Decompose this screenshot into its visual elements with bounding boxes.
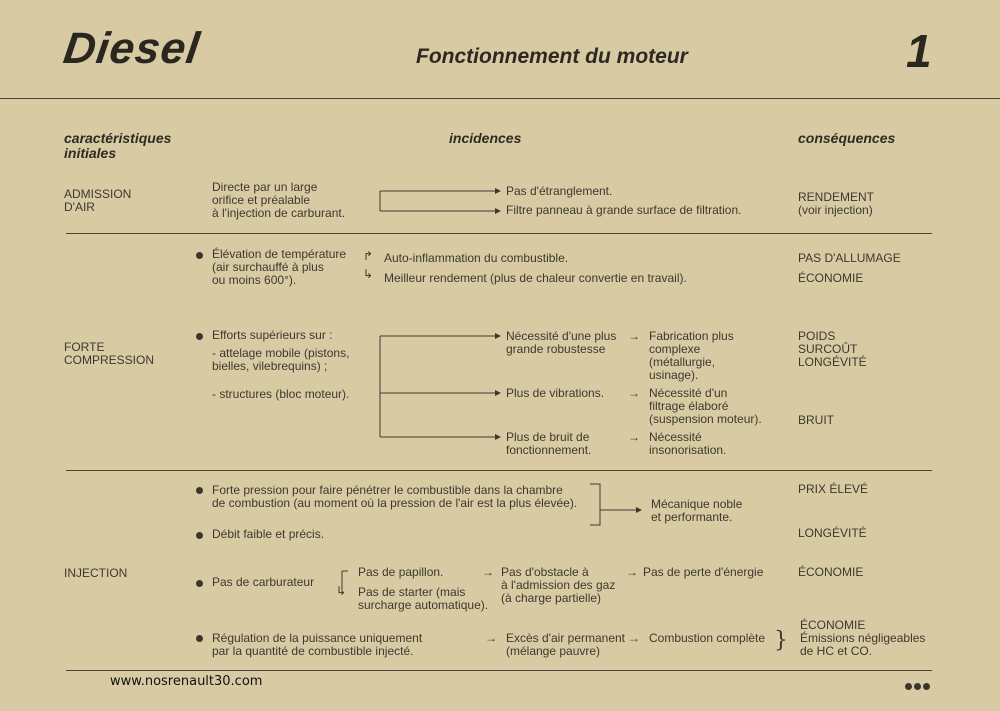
incidence-bruit: Plus de bruit de fonctionnement. [506, 430, 592, 457]
arrow-icon: → [626, 565, 638, 579]
injection-obstacle: Pas d'obstacle à à l'admission des gaz (à charge partielle) [501, 565, 616, 605]
consequence-final: ÉCONOMIE Émissions négligeables de HC et CO. [800, 618, 926, 658]
injection-carburateur: Pas de carburateur [212, 575, 315, 589]
injection-papillon: Pas de papillon. [358, 565, 444, 579]
arrow-icon: → [628, 631, 640, 645]
column-header-incidences: incidences [449, 130, 522, 146]
footer-rule [66, 670, 932, 671]
compression-consequence-2: ÉCONOMIE [798, 271, 864, 285]
arrow-icon: → [628, 386, 640, 400]
injection-starter: Pas de starter (mais surcharge automatique). [358, 585, 489, 612]
injection-combustion: Combustion complète [649, 631, 766, 645]
injection-pression: Forte pression pour faire pénétrer le combustible dans la chambre de combustion (au moment où la pression de l'air est la plus élevée). [212, 483, 578, 510]
bullet [196, 580, 203, 587]
injection-debit: Débit faible et précis. [212, 527, 325, 541]
injection-regulation: Régulation de la puissance uniquement par la quantité de combustible injecté. [212, 631, 423, 658]
row-label-admission: ADMISSION D'AIR [64, 187, 132, 214]
page-number: 1 [906, 25, 932, 77]
compression-structures: - structures (bloc moteur). [212, 387, 350, 401]
bullet [196, 635, 203, 642]
arrow-icon: → [628, 329, 640, 343]
consequence-bruit: BRUIT [798, 413, 834, 427]
consequence-economie: ÉCONOMIE [798, 565, 864, 579]
injection-mecanique: Mécanique noble et performante. [651, 497, 743, 524]
bullet [196, 487, 203, 494]
row-label-compression: FORTE COMPRESSION [64, 340, 155, 367]
arrow-icon: ↱ [363, 249, 374, 263]
page-title: Fonctionnement du moteur [416, 45, 688, 68]
footer-url: www.nosrenault30.com [110, 674, 263, 689]
compression-attelage: - attelage mobile (pistons, bielles, vilebrequins) ; [212, 346, 350, 373]
section-rule-1 [66, 233, 932, 234]
incidence-vibrations: Plus de vibrations. [506, 386, 605, 400]
consequence-prix: PRIX ÉLEVÉ [798, 482, 869, 496]
incidence-robustesse: Nécessité d'une plus grande robustesse [506, 329, 617, 356]
brace-icon: } [774, 628, 788, 653]
continuation-dots-icon [905, 677, 932, 695]
brand-title: Diesel [60, 24, 204, 73]
consequence-poids: POIDS SURCOÛT LONGÉVITÉ [798, 329, 867, 369]
arrow-icon: → [485, 631, 497, 645]
injection-exces: Excès d'air permanent (mélange pauvre) [506, 631, 626, 658]
compression-efforts: Efforts supérieurs sur : [212, 328, 333, 342]
incidence-insonorisation: Nécessité insonorisation. [649, 430, 727, 457]
arrow-icon: ↳ [363, 267, 374, 281]
incidence-filtrage: Nécessité d'un filtrage élaboré (suspension moteur). [649, 386, 762, 426]
consequence-longevite: LONGÉVITÉ [798, 526, 867, 540]
compression-temp-incidence-1: Auto-inflammation du combustible. [384, 251, 569, 265]
admission-incidence-2: Filtre panneau à grande surface de filtration. [506, 203, 742, 217]
arrow-icon: → [628, 430, 640, 444]
arrow-icon: → [482, 565, 494, 579]
column-header-initial: caractéristiques initiales [64, 130, 172, 161]
admission-consequence: RENDEMENT (voir injection) [798, 190, 875, 217]
incidence-fabrication: Fabrication plus complexe (métallurgie, usinage). [649, 329, 734, 382]
section-rule-2 [66, 470, 932, 471]
arrow-icon: ↳ [336, 584, 347, 598]
compression-temp-incidence-2: Meilleur rendement (plus de chaleur convertie en travail). [384, 271, 687, 285]
row-label-injection: INJECTION [64, 566, 128, 580]
bullet [196, 532, 203, 539]
admission-incidence-1: Pas d'étranglement. [506, 184, 613, 198]
column-header-consequences: conséquences [798, 130, 896, 146]
bullet [196, 252, 203, 259]
compression-consequence-1: PAS D'ALLUMAGE [798, 251, 901, 265]
bullet [196, 333, 203, 340]
compression-temperature: Élévation de température (air surchauffé à plus ou moins 600°). [212, 247, 347, 287]
admission-description: Directe par un large orifice et préalable à l'injection de carburant. [212, 180, 346, 220]
injection-perte: Pas de perte d'énergie [643, 565, 764, 579]
